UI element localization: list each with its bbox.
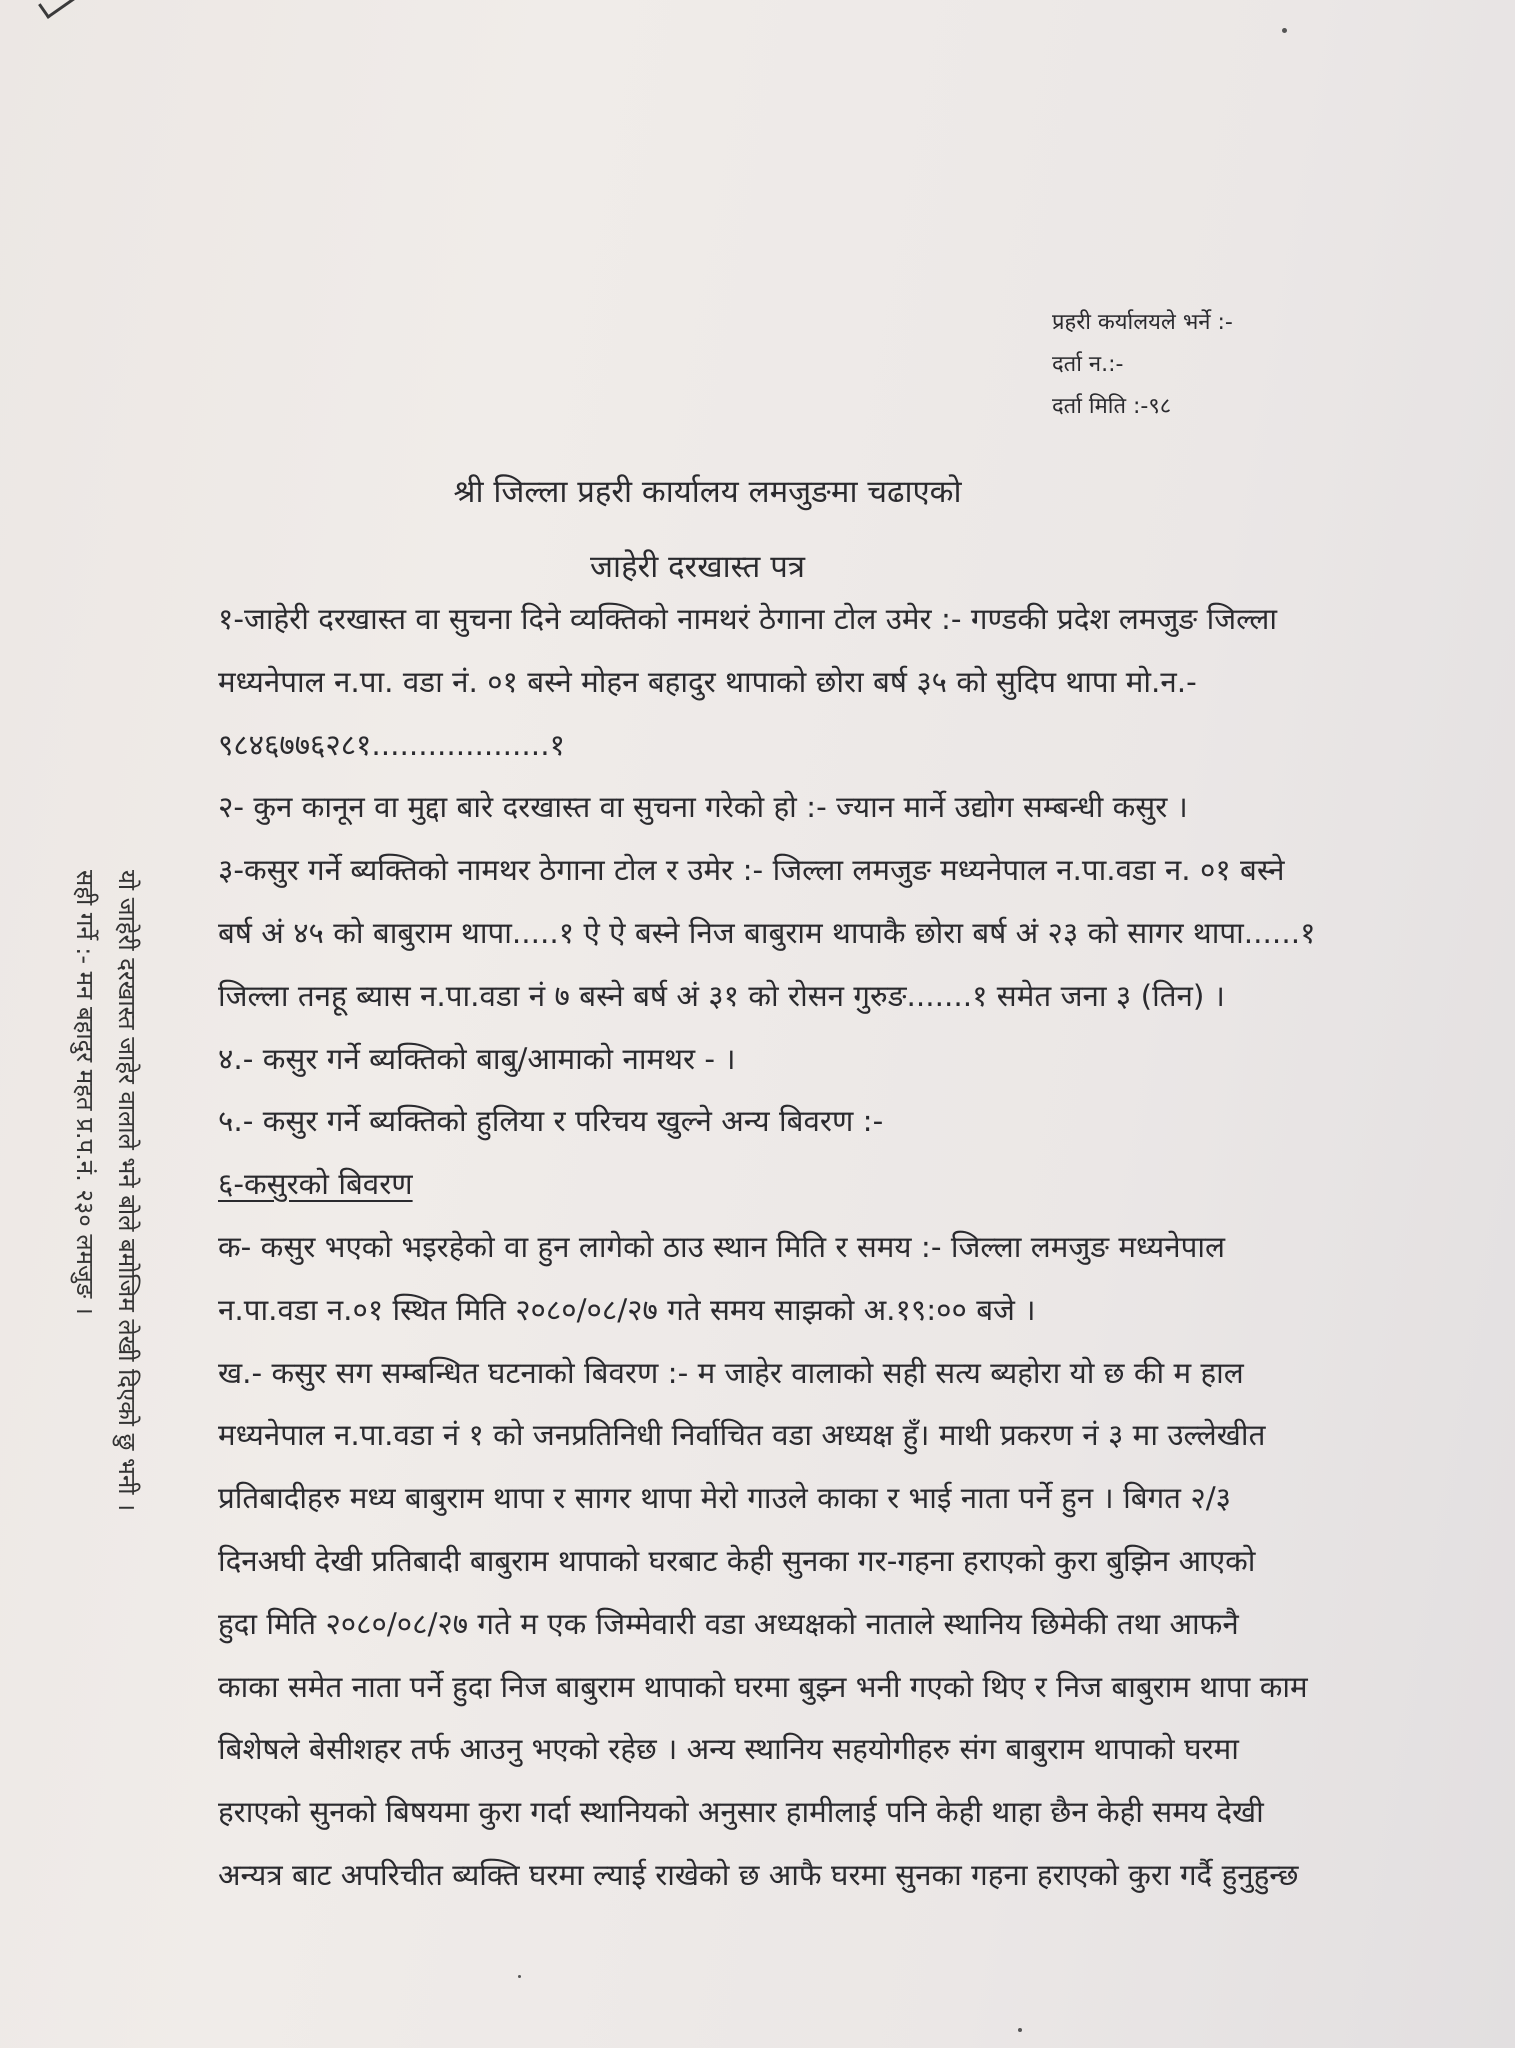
body-line: ख.- कसुर सग सम्बन्धित घटनाको बिवरण :- म जाहेर वालाको सही सत्य ब्यहोरा यो छ की म हाल <box>218 1355 1244 1390</box>
body-line: दिनअघी देखी प्रतिबादी बाबुराम थापाको घरबाट केही सुनका गर-गहना हराएको कुरा बुझिन आएको <box>218 1543 1256 1578</box>
body-line: न.पा.वडा न.०१ स्थित मिति २०८०/०८/२७ गते समय साझको अ.१९:०० बजे । <box>218 1292 1036 1327</box>
office-use-heading: प्रहरी कर्यालयले भर्ने :- <box>1052 310 1233 335</box>
complaint-body <box>218 588 1480 1907</box>
registration-date-field: दर्ता मिति :-९८ <box>1052 394 1172 419</box>
body-line: २- कुन कानून वा मुद्दा बारे दरखास्त वा सुचना गरेको हो :- ज्यान मार्ने उद्योग सम्बन्धी कसुर । <box>218 790 1188 825</box>
section-heading-text: ६-कसुरको बिवरण <box>218 1167 413 1202</box>
body-line: ४.- कसुर गर्ने ब्यक्तिको बाबु/आमाको नामथर - । <box>218 1041 736 1076</box>
paper-speck <box>1282 28 1287 33</box>
body-line: अन्यत्र बाट अपरिचीत ब्यक्ति घरमा ल्याई राखेको छ आफै घरमा सुनका गहना हराएको कुरा गर्दै हुनुहुन्छ <box>218 1857 1299 1892</box>
margin-certification-note <box>64 870 148 1520</box>
office-use-block <box>1052 312 1233 438</box>
body-line: हराएको सुनको बिषयमा कुरा गर्दा स्थानियको अनुसार हामीलाई पनि केही थाहा छैन केही समय देखी <box>218 1795 1264 1830</box>
margin-note-line: यो जाहेरी दरखास्त जाहेर वालाले भने बोले बमोजिम लेखी दिएको छु भनी । <box>113 870 141 1512</box>
body-line: बिशेषले बेसीशहर तर्फ आउनु भएको रहेछ । अन्य स्थानिय सहयोगीहरु संग बाबुराम थापाको घरमा <box>218 1732 1239 1767</box>
corner-pen-mark <box>38 0 75 19</box>
body-line: मध्यनेपाल न.पा. वडा नं. ०१ बस्ने मोहन बहादुर थापाको छोरा बर्ष ३५ को सुदिप थापा मो.न.- <box>218 664 1197 699</box>
margin-signature-line: सही गर्ने :- मन बहादुर महत प्र.प.नं. २३० लमजुङ । <box>71 870 99 1315</box>
body-line: जिल्ला तनहू ब्यास न.पा.वडा नं ७ बस्ने बर्ष अं ३१ को रोसन गुरुङ.......१ समेत जना ३ (तिन) । <box>218 978 1225 1013</box>
body-line: काका समेत नाता पर्ने हुदा निज बाबुराम थापाको घरमा बुझ्न भनी गएको थिए र निज बाबुराम थापा काम <box>218 1669 1308 1704</box>
document-title: श्री जिल्ला प्रहरी कार्यालय लमजुङमा चढाएको <box>453 474 962 510</box>
section-heading <box>218 1153 1480 1216</box>
body-line: ३-कसुर गर्ने ब्यक्तिको नामथर ठेगाना टोल र उमेर :- जिल्ला लमजुङ मध्यनेपाल न.पा.वडा न. ०१ बस्ने <box>218 853 1285 888</box>
paper-speck <box>518 1975 521 1978</box>
body-line: ५.- कसुर गर्ने ब्यक्तिको हुलिया र परिचय खुल्ने अन्य बिवरण :- <box>218 1104 884 1139</box>
body-line: हुदा मिति २०८०/०८/२७ गते म एक जिम्मेवारी वडा अध्यक्षको नाताले स्थानिय छिमेकी तथा आफनै <box>218 1606 1239 1641</box>
body-line: प्रतिबादीहरु मध्य बाबुराम थापा र सागर थापा मेरो गाउले काका र भाई नाता पर्ने हुन । बिगत २/३ <box>218 1481 1231 1516</box>
body-line: बर्ष अं ४५ को बाबुराम थापा.....१ ऐ ऐ बस्ने निज बाबुराम थापाकै छोरा बर्ष अं २३ को सागर थापा......१ <box>218 915 1316 950</box>
paper-speck <box>1018 2028 1022 2032</box>
registration-number-field: दर्ता न.:- <box>1052 352 1124 377</box>
body-line: ९८४६७७६२८१...................१ <box>218 727 565 762</box>
body-line: क- कसुर भएको भइरहेको वा हुन लागेको ठाउ स्थान मिति र समय :- जिल्ला लमजुङ मध्यनेपाल <box>218 1229 1226 1264</box>
body-line: मध्यनेपाल न.पा.वडा नं १ को जनप्रतिनिधी निर्वाचित वडा अध्यक्ष हुँ। माथी प्रकरण नं ३ मा उल्लेखीत <box>218 1418 1266 1453</box>
document-subtitle: जाहेरी दरखास्त पत्र <box>590 549 805 585</box>
body-line: १-जाहेरी दरखास्त वा सुचना दिने व्यक्तिको नामथरं ठेगाना टोल उमेर :- गण्डकी प्रदेश लमजुङ जिल्ला <box>218 602 1278 636</box>
